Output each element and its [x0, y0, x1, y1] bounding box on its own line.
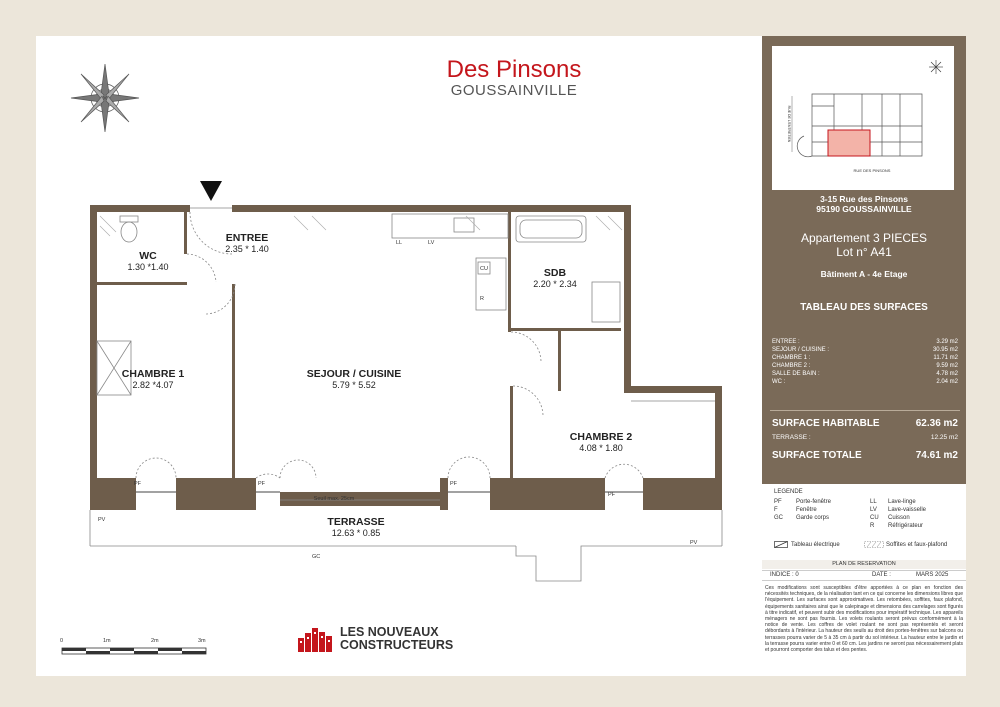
lot-number: Lot n° A41	[836, 245, 892, 259]
scale-3m: 3m	[198, 638, 206, 644]
indice-label: INDICE : 0	[770, 572, 799, 578]
batiment-floor: Bâtiment A - 4e Etage	[820, 269, 908, 279]
room-sejour-dims: 5.79 * 5.52	[332, 380, 376, 390]
surface-habitable-label: SURFACE HABITABLE	[772, 418, 880, 429]
entrance-arrow-icon	[200, 181, 222, 201]
legend-left-code: PF	[774, 499, 782, 505]
legend-right-code: LV	[870, 507, 877, 513]
floor-plan	[36, 36, 762, 676]
terrasse-row	[772, 434, 958, 442]
pv-label-1: PV	[98, 517, 106, 523]
legend-right-text: Réfrigérateur	[888, 523, 924, 529]
logo-building-icon	[298, 628, 336, 652]
room-sdb	[524, 268, 586, 290]
surface-totale-value: 74.61 m2	[915, 450, 958, 461]
terrasse-value: 12.25 m2	[930, 434, 958, 441]
legend-right-text: Cuisson	[888, 515, 910, 521]
pf-label-1: PF	[134, 481, 142, 487]
plan-reservation-title: PLAN DE RESERVATION	[762, 560, 966, 569]
legend-left-text: Fenêtre	[796, 507, 817, 513]
soffites-hatch-icon	[864, 541, 884, 548]
room-sdb-dims: 2.20 * 2.34	[533, 279, 577, 289]
scale-bar	[60, 646, 220, 658]
room-terrasse-name: TERRASSE	[327, 516, 385, 528]
surface-value: 4.78 m2	[936, 371, 958, 377]
room-entree	[222, 233, 272, 255]
date-value: MARS 2025	[916, 572, 949, 578]
surface-value: 30.95 m2	[932, 347, 958, 353]
legend-left-text: Garde corps	[796, 515, 830, 521]
plan-sheet	[36, 36, 966, 676]
terrasse-label: TERRASSE :	[772, 434, 811, 441]
room-sejour-name: SEJOUR / CUISINE	[306, 368, 402, 380]
surface-row	[772, 346, 958, 354]
logo	[298, 626, 498, 656]
room-wc-dims: 1.30 *1.40	[127, 262, 169, 272]
scale-2m: 2m	[151, 638, 159, 644]
keyplan-street: RUE DES PINSONS	[853, 168, 891, 173]
surface-row	[772, 354, 958, 362]
brand-title: Des Pinsons	[446, 56, 582, 83]
cu-label: CU	[480, 266, 488, 272]
surface-habitable-row	[772, 418, 958, 429]
scale-1m: 1m	[103, 638, 111, 644]
address-line2: 95190 GOUSSAINVILLE	[816, 204, 912, 214]
legal-notes: Ces modifications sont susceptibles d'être apportées à ce plan en fonction des nécessités techniques, de la réalisation tant en ce qui concerne les dimensions libres que l'équipement. Les surfaces sont approximatives. Les retombées, soffites, faux plafond, équipements sanitaires ainsi que le calepinage et dimensions des carrelages sont figurés à titre indicatif, et peuvent subir des modifications pour impératif technique. Les appareils ménagers ne sont pas fournis. Les volets roulants seront prévus conformément à la notice de vente. Les coffres de volet roulant ne sont pas représentés et seront débordants à l'intérieur. La hauteur des seuils au droit des portes-fenêtres sur balcons ou terrasses pourra varier de 5 à 35 cm à partir du sol intérieur. La hauteur entre le jardin et la terrasse pourra varier entre 0 et 60 cm. Les jardins ne seront pas nécessairement plats et pourront comporter des talus et des pentes.	[765, 585, 963, 654]
legend-left-code: F	[774, 507, 778, 513]
surface-row	[772, 338, 958, 346]
r-label: R	[480, 296, 484, 302]
surface-value: 11.71 m2	[933, 355, 958, 361]
logo-line1: LES NOUVEAUX	[340, 625, 439, 639]
pf-label-4: PF	[608, 492, 616, 498]
surface-habitable-value: 62.36 m2	[915, 418, 958, 429]
surface-label: CHAMBRE 1 :	[772, 355, 811, 361]
surface-value: 3.29 m2	[936, 339, 958, 345]
key-plan-drawing	[772, 46, 954, 190]
date-label: DATE :	[872, 572, 891, 578]
surface-totale-row	[772, 450, 958, 461]
room-chambre2-name: CHAMBRE 2	[569, 431, 633, 443]
gc-label: GC	[312, 554, 321, 560]
legend-tableau: Tableau électrique	[791, 542, 840, 548]
room-terrasse-dims: 12.63 * 0.85	[331, 528, 381, 538]
legend-right-text: Lave-vaisselle	[888, 507, 927, 513]
room-chambre2	[566, 432, 636, 454]
divider	[770, 410, 960, 411]
surface-label: WC :	[772, 379, 786, 385]
room-terrasse	[316, 517, 396, 539]
surface-value: 9.59 m2	[936, 363, 958, 369]
room-entree-name: ENTREE	[225, 232, 269, 244]
apartment-type: Appartement 3 PIECES	[800, 231, 928, 245]
indice-date-row	[762, 570, 966, 581]
room-wc-name: WC	[139, 250, 157, 262]
address-line1: 3-15 Rue des Pinsons	[820, 194, 908, 204]
legend-right-code: R	[870, 523, 875, 529]
key-plan	[772, 46, 954, 190]
surface-label: ENTREE :	[772, 339, 800, 345]
keyplan-side-street: RUE DE L'ENTRETIEN	[787, 105, 791, 143]
keyplan-compass-icon	[929, 60, 943, 74]
room-sejour	[294, 369, 414, 391]
surface-label: SEJOUR / CUISINE :	[772, 347, 830, 353]
surface-row	[772, 362, 958, 370]
legend-right-code: LL	[870, 499, 877, 505]
legend-right-code: CU	[870, 515, 879, 521]
room-sdb-name: SDB	[543, 267, 567, 279]
surface-label: CHAMBRE 2 :	[772, 363, 811, 369]
surface-label: SALLE DE BAIN :	[772, 371, 820, 377]
tableau-electrique-icon	[774, 541, 788, 548]
legend-soffites: Soffites et faux-plafond	[886, 542, 948, 548]
legend-title: LEGENDE	[774, 489, 803, 495]
pf-label-2: PF	[258, 481, 266, 487]
pf-label-3: PF	[450, 481, 458, 487]
lv-label: LV	[428, 240, 435, 246]
legend-right-text: Lave-linge	[888, 499, 916, 505]
legend-left-code: GC	[774, 515, 783, 521]
room-chambre1	[118, 369, 188, 391]
surface-row	[772, 370, 958, 378]
room-chambre1-name: CHAMBRE 1	[121, 368, 185, 380]
surface-row	[772, 378, 958, 386]
room-wc	[122, 251, 174, 273]
surface-value: 2.04 m2	[936, 379, 958, 385]
surfaces-table-title: TABLEAU DES SURFACES	[800, 302, 928, 313]
ll-label: LL	[396, 240, 403, 246]
room-chambre2-dims: 4.08 * 1.80	[579, 443, 623, 453]
seuil-label: Seuil max. 25cm	[313, 496, 355, 502]
room-chambre1-dims: 2.82 *4.07	[132, 380, 174, 390]
pv-label-2: PV	[690, 540, 698, 546]
surface-totale-label: SURFACE TOTALE	[772, 450, 862, 461]
info-panel	[762, 36, 966, 676]
logo-line2: CONSTRUCTEURS	[340, 638, 454, 652]
legend	[762, 484, 966, 676]
room-entree-dims: 2.35 * 1.40	[225, 244, 269, 254]
city-title: GOUSSAINVILLE	[450, 82, 578, 99]
legend-left-text: Porte-fenêtre	[796, 499, 832, 505]
scale-0: 0	[60, 638, 64, 644]
